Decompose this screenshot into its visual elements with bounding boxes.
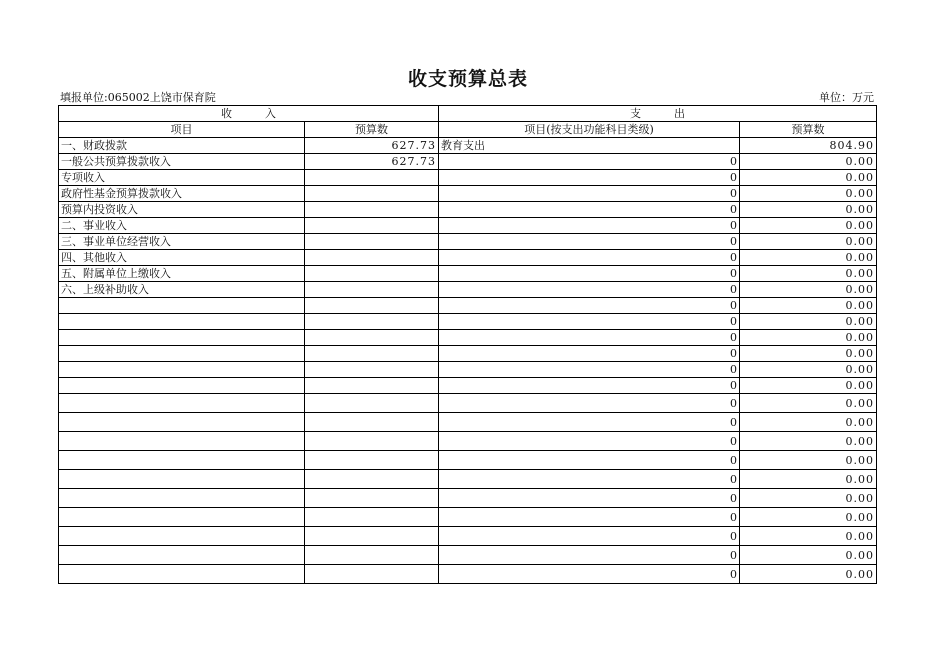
expense-budget-cell[interactable]: 0.00 (740, 218, 877, 234)
expense-code-value: 0 (730, 347, 737, 360)
expense-item-cell[interactable] (439, 330, 740, 346)
expense-budget-cell[interactable]: 0.00 (740, 170, 877, 186)
income-item-cell[interactable] (59, 432, 305, 451)
budget-table-body (59, 106, 877, 584)
expense-item-cell[interactable] (439, 282, 740, 298)
expense-item-cell[interactable] (439, 527, 740, 546)
income-item-cell[interactable]: 专项收入 (59, 170, 305, 186)
expense-code-value: 0 (730, 315, 737, 328)
table-row (59, 186, 877, 202)
income-item-header[interactable]: 项目 (59, 122, 305, 138)
expense-item-cell[interactable] (439, 394, 740, 413)
table-row (59, 378, 877, 394)
expense-budget-cell[interactable]: 0.00 (740, 470, 877, 489)
income-budget-cell[interactable] (305, 282, 439, 298)
income-budget-cell[interactable] (305, 234, 439, 250)
income-item-cell[interactable]: 三、事业单位经营收入 (59, 234, 305, 250)
expense-item-cell[interactable] (439, 378, 740, 394)
expense-code-value: 0 (730, 267, 737, 280)
expense-code-value: 0 (730, 251, 737, 264)
expense-budget-cell[interactable]: 0.00 (740, 266, 877, 282)
expense-budget-cell[interactable]: 0.00 (740, 186, 877, 202)
income-item-cell[interactable]: 一般公共预算拨款收入 (59, 154, 305, 170)
expense-code-value: 0 (730, 219, 737, 232)
table-row (59, 138, 877, 154)
income-budget-cell[interactable]: 627.73 (305, 138, 439, 154)
expense-code-value: 0 (730, 415, 737, 429)
income-budget-cell[interactable] (305, 432, 439, 451)
income-item-cell[interactable] (59, 346, 305, 362)
income-budget-cell[interactable] (305, 218, 439, 234)
income-item-cell[interactable] (59, 527, 305, 546)
expense-budget-cell[interactable]: 0.00 (740, 565, 877, 584)
table-row (59, 202, 877, 218)
expense-code-value: 0 (730, 235, 737, 248)
table-row (59, 330, 877, 346)
expense-budget-cell[interactable]: 0.00 (740, 330, 877, 346)
expense-budget-cell[interactable]: 0.00 (740, 378, 877, 394)
income-item-cell[interactable]: 二、事业收入 (59, 218, 305, 234)
table-row (59, 298, 877, 314)
expense-item-cell[interactable] (439, 266, 740, 282)
table-row (59, 413, 877, 432)
income-item-cell[interactable]: 政府性基金预算拨款收入 (59, 186, 305, 202)
expense-code-value: 0 (730, 283, 737, 296)
income-budget-cell[interactable] (305, 330, 439, 346)
expense-section-header[interactable]: 支 出 (439, 106, 877, 122)
expense-code-value: 0 (730, 472, 737, 486)
income-budget-cell[interactable] (305, 298, 439, 314)
expense-item-cell[interactable] (439, 170, 740, 186)
income-budget-cell[interactable] (305, 314, 439, 330)
table-row (59, 154, 877, 170)
header-row-sections (59, 106, 877, 122)
income-item-cell[interactable]: 五、附属单位上缴收入 (59, 266, 305, 282)
income-budget-cell[interactable] (305, 565, 439, 584)
expense-item-cell[interactable] (439, 470, 740, 489)
income-budget-cell[interactable] (305, 186, 439, 202)
table-row (59, 362, 877, 378)
expense-budget-cell[interactable]: 0.00 (740, 489, 877, 508)
expense-item-cell[interactable] (439, 202, 740, 218)
income-item-cell[interactable]: 六、上级补助收入 (59, 282, 305, 298)
expense-code-value: 0 (730, 453, 737, 467)
table-row (59, 546, 877, 565)
income-budget-cell[interactable] (305, 346, 439, 362)
expense-budget-cell[interactable]: 0.00 (740, 527, 877, 546)
expense-code-value: 0 (730, 434, 737, 448)
table-row (59, 432, 877, 451)
expense-budget-cell[interactable]: 0.00 (740, 432, 877, 451)
income-item-cell[interactable]: 一、财政拨款 (59, 138, 305, 154)
income-item-cell[interactable] (59, 314, 305, 330)
expense-item-cell[interactable] (439, 218, 740, 234)
table-row (59, 489, 877, 508)
expense-budget-cell[interactable]: 0.00 (740, 282, 877, 298)
income-item-cell[interactable] (59, 413, 305, 432)
expense-item-cell[interactable] (439, 314, 740, 330)
income-item-cell[interactable] (59, 565, 305, 584)
expense-item-cell[interactable] (439, 154, 740, 170)
income-item-cell[interactable] (59, 451, 305, 470)
expense-code-value: 0 (730, 155, 737, 168)
table-row (59, 470, 877, 489)
expense-item-cell[interactable] (439, 186, 740, 202)
expense-item-cell[interactable] (439, 451, 740, 470)
expense-code-value: 0 (730, 331, 737, 344)
income-budget-cell[interactable] (305, 489, 439, 508)
income-budget-cell[interactable]: 627.73 (305, 154, 439, 170)
income-budget-cell[interactable] (305, 470, 439, 489)
expense-code-value: 0 (730, 396, 737, 410)
expense-item-label: 教育支出 (441, 139, 485, 152)
income-budget-cell[interactable] (305, 170, 439, 186)
income-item-cell[interactable] (59, 508, 305, 527)
income-budget-cell[interactable] (305, 527, 439, 546)
expense-item-cell[interactable] (439, 489, 740, 508)
expense-budget-cell[interactable]: 0.00 (740, 362, 877, 378)
expense-budget-cell[interactable]: 804.90 (740, 138, 877, 154)
expense-item-cell[interactable] (439, 346, 740, 362)
income-item-cell[interactable] (59, 470, 305, 489)
expense-item-cell[interactable] (439, 546, 740, 565)
expense-code-value: 0 (730, 567, 737, 581)
income-budget-cell[interactable] (305, 451, 439, 470)
page-title: 收支预算总表 (407, 68, 528, 90)
income-budget-cell[interactable] (305, 250, 439, 266)
income-item-cell[interactable] (59, 330, 305, 346)
expense-budget-cell[interactable]: 0.00 (740, 234, 877, 250)
expense-code-value: 0 (730, 379, 737, 392)
income-item-cell[interactable]: 四、其他收入 (59, 250, 305, 266)
expense-item-cell[interactable] (439, 250, 740, 266)
expense-item-cell[interactable] (439, 362, 740, 378)
table-row (59, 565, 877, 584)
expense-code-value: 0 (730, 363, 737, 376)
income-budget-cell[interactable] (305, 266, 439, 282)
expense-item-cell[interactable] (439, 413, 740, 432)
expense-budget-cell[interactable]: 0.00 (740, 451, 877, 470)
table-row (59, 170, 877, 186)
income-budget-cell[interactable] (305, 546, 439, 565)
expense-code-value: 0 (730, 171, 737, 184)
expense-item-cell[interactable] (439, 298, 740, 314)
expense-code-value: 0 (730, 491, 737, 505)
income-item-cell[interactable] (59, 489, 305, 508)
expense-budget-cell[interactable]: 0.00 (740, 508, 877, 527)
expense-item-cell[interactable] (439, 432, 740, 451)
expense-item-cell[interactable] (439, 234, 740, 250)
expense-budget-cell[interactable]: 0.00 (740, 346, 877, 362)
table-row (59, 282, 877, 298)
reporting-unit: 填报单位:065002上饶市保育院 (60, 91, 216, 104)
expense-code-value: 0 (730, 529, 737, 543)
expense-budget-cell[interactable]: 0.00 (740, 413, 877, 432)
expense-item-header[interactable]: 项目(按支出功能科目类级) (439, 122, 740, 138)
expense-budget-cell[interactable]: 0.00 (740, 314, 877, 330)
income-budget-cell[interactable] (305, 508, 439, 527)
expense-budget-cell[interactable]: 0.00 (740, 394, 877, 413)
income-item-cell[interactable] (59, 298, 305, 314)
expense-budget-header[interactable]: 预算数 (740, 122, 877, 138)
income-budget-cell[interactable] (305, 378, 439, 394)
expense-budget-cell[interactable]: 0.00 (740, 298, 877, 314)
income-item-cell[interactable]: 预算内投资收入 (59, 202, 305, 218)
expense-budget-cell[interactable]: 0.00 (740, 154, 877, 170)
table-row (59, 451, 877, 470)
income-item-cell[interactable] (59, 362, 305, 378)
expense-budget-cell[interactable]: 0.00 (740, 250, 877, 266)
expense-item-cell[interactable] (439, 565, 740, 584)
income-item-cell[interactable] (59, 546, 305, 565)
table-row (59, 394, 877, 413)
table-row (59, 250, 877, 266)
income-item-cell[interactable] (59, 378, 305, 394)
table-row (59, 234, 877, 250)
expense-code-value: 0 (730, 187, 737, 200)
table-row (59, 218, 877, 234)
budget-table (58, 105, 877, 584)
expense-budget-cell[interactable]: 0.00 (740, 546, 877, 565)
table-row (59, 266, 877, 282)
income-budget-cell[interactable] (305, 413, 439, 432)
income-section-header[interactable]: 收 入 (59, 106, 439, 122)
expense-budget-cell[interactable]: 0.00 (740, 202, 877, 218)
table-row (59, 314, 877, 330)
income-budget-cell[interactable] (305, 394, 439, 413)
currency-unit: 单位：万元 (819, 91, 874, 104)
income-budget-cell[interactable] (305, 362, 439, 378)
table-row (59, 527, 877, 546)
expense-item-cell[interactable] (439, 508, 740, 527)
header-row-columns (59, 122, 877, 138)
expense-code-value: 0 (730, 203, 737, 216)
table-row (59, 346, 877, 362)
income-budget-header[interactable]: 预算数 (305, 122, 439, 138)
expense-code-value: 0 (730, 299, 737, 312)
income-budget-cell[interactable] (305, 202, 439, 218)
expense-code-value: 0 (730, 548, 737, 562)
expense-code-value: 0 (730, 510, 737, 524)
expense-item-cell[interactable] (439, 138, 740, 154)
table-row (59, 508, 877, 527)
income-item-cell[interactable] (59, 394, 305, 413)
